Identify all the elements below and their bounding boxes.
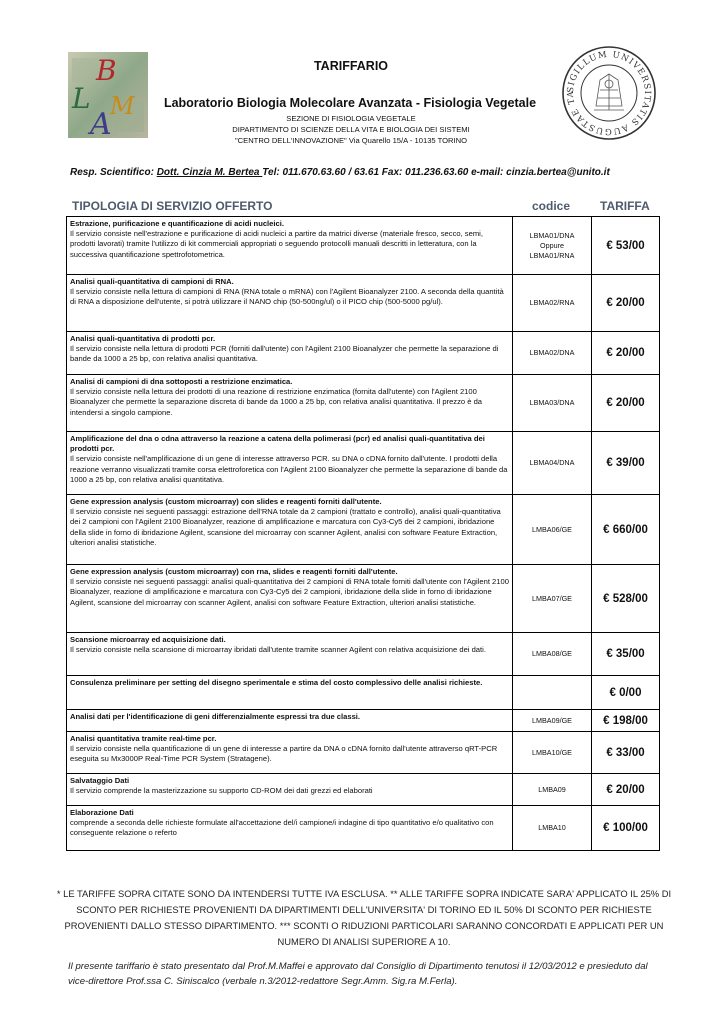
service-code-alt: LBMA01/RNA bbox=[529, 250, 575, 260]
table-row bbox=[67, 432, 660, 495]
service-cell bbox=[67, 732, 513, 773]
price-cell: € 39/00 bbox=[592, 432, 660, 494]
discount-note: * LE TARIFFE SOPRA CITATE SONO DA INTENDERSI TUTTE IVA ESCLUSA. ** ALLE TARIFFE SOPRA INDICATE SARA' APPLICATO IL 25% DI SCONTO PER RICHIESTE PROVENIENTI DA DIPARTIMENTI DELL'UNIVERSITA' DI TORINO ED IL 50% DI SCONTO PER RICHIESTE PROVENIENTI DALLO STESSO DIPARTIMENTO. *** SCONTI O RIDUZIONI PARTICOLARI SARANNO CONCORDATI E APPLICATI PER UN NUMERO DI ANALISI SUPERIORE A 10. bbox=[56, 888, 672, 947]
table-row bbox=[67, 217, 660, 275]
contact-details: Tel: 011.670.63.60 / 63.61 Fax: 011.236.63.60 e-mail: cinzia.bertea@unito.it bbox=[262, 167, 610, 178]
column-price: TARIFFA bbox=[600, 199, 650, 213]
table-row bbox=[67, 774, 660, 806]
price-cell: € 20/00 bbox=[592, 375, 660, 431]
service-code: LMBA09/GE bbox=[513, 710, 592, 731]
service-title: Amplificazione del dna o cdna attraverso la reazione a catena della polimerasi (pcr) ed analisi quali-quantitativa dei prodotti pcr. bbox=[70, 434, 485, 454]
service-cell bbox=[67, 676, 513, 709]
section-line: SEZIONE DI FISIOLOGIA VEGETALE bbox=[286, 114, 416, 123]
service-code: LMBA10 bbox=[513, 806, 592, 850]
code-cell bbox=[513, 217, 592, 274]
service-desc: Il servizio consiste nella scansione di microarray ibridati dall'utente tramite scanner Agilent con relativa acquisizione dei dati. bbox=[70, 645, 486, 655]
service-title: Elaborazione Dati bbox=[70, 808, 134, 817]
price-cell: € 53/00 bbox=[592, 217, 660, 274]
service-cell bbox=[67, 633, 513, 675]
svg-text:SIGILLUM UNIVERSITATIS AUGUSTA: SIGILLUM UNIVERSITATIS AUGUSTAE TA bbox=[565, 49, 653, 137]
service-title: Scansione microarray ed acquisizione dati. bbox=[70, 635, 226, 644]
table-row bbox=[67, 732, 660, 774]
column-code: codice bbox=[532, 199, 571, 213]
price-table bbox=[66, 216, 660, 851]
svg-text:L: L bbox=[72, 82, 91, 115]
service-desc: Il servizio comprende la masterizzazione su supporto CD-ROM dei dati grezzi ed elaborati bbox=[70, 786, 373, 796]
service-code: LMBA07/GE bbox=[513, 565, 592, 632]
service-cell bbox=[67, 275, 513, 331]
service-title: Analisi quantitativa tramite real-time pcr. bbox=[70, 734, 217, 743]
lab-name: Laboratorio Biologia Molecolare Avanzata - Fisiologia Vegetale bbox=[163, 96, 537, 110]
table-row bbox=[67, 495, 660, 565]
service-code: LBMA02/DNA bbox=[513, 332, 592, 374]
price-cell: € 660/00 bbox=[592, 495, 660, 564]
contact-line bbox=[70, 167, 670, 178]
service-desc: Il servizio consiste nell'amplificazione di un gene di interesse attraverso PCR. su DNA o cDNA fornito dall'utente. I prodotti della reazione verranno visualizzati tramite corsa elettroforetica con l'Agilent 2100 Bioanalyzer che permette la separazione di bande da 1000 a 25 bp, con relativa analisi quantitativa. bbox=[70, 454, 508, 484]
service-code: LBMA01/DNA bbox=[529, 230, 575, 240]
price-cell: € 33/00 bbox=[592, 732, 660, 773]
table-row bbox=[67, 806, 660, 851]
price-cell: € 0/00 bbox=[592, 676, 660, 709]
blam-logo bbox=[68, 52, 148, 138]
service-title: Analisi quali-quantitativa di campioni di RNA. bbox=[70, 277, 234, 286]
address-line: "CENTRO DELL'INNOVAZIONE" Via Quarello 15/A - 10135 TORINO bbox=[234, 136, 468, 145]
service-desc: comprende a seconda delle richieste formulate all'accettazione del/i campione/i indagine di tipo quantitativo e/o qualitativo con conseguente relazione o referto bbox=[70, 818, 494, 838]
department-line: DIPARTIMENTO DI SCIENZE DELLA VITA E BIOLOGIA DEI SISTEMI bbox=[232, 125, 470, 134]
service-desc: Il servizio consiste nei seguenti passaggi: estrazione dell'RNA totale da 2 campioni (trattato e controllo), analisi quali-quantitativa dei 2 campioni con l'Agilent 2100 Bioanalyzer, reazione di amplificazione e marcatura con Cy3-Cy5 dei 2 campioni, ibridazione della slide in forno di ibridazione Agilent, scansione del microarray con scanner Agilent, analisi con software Feature Extraction, ulteriori analisi statistiche. bbox=[70, 507, 501, 547]
service-code: LBMA02/RNA bbox=[513, 275, 592, 331]
service-code: LMBA10/GE bbox=[513, 732, 592, 773]
column-service: TIPOLOGIA DI SERVIZIO OFFERTO bbox=[72, 199, 273, 213]
code-cell bbox=[513, 676, 592, 709]
svg-text:B: B bbox=[96, 54, 117, 87]
price-cell: € 35/00 bbox=[592, 633, 660, 675]
service-title: Gene expression analysis (custom microarray) con slides e reagenti forniti dall'utente. bbox=[70, 497, 382, 506]
university-seal bbox=[560, 44, 658, 142]
service-code: LMBA08/GE bbox=[513, 633, 592, 675]
table-row bbox=[67, 710, 660, 732]
service-desc: Il servizio consiste nella lettura dei prodotti di una reazione di restrizione enzimatica (fornita dall'utente) con l'Agilent 2100 Bioanalyzer che permette la separazione discreta di bande da 1000 a 25 bp, con relativa analisi quantitativa. Il prezzo è da intendersi a singolo campione. bbox=[70, 387, 483, 417]
table-row bbox=[67, 565, 660, 633]
service-cell bbox=[67, 806, 513, 850]
service-title: Salvataggio Dati bbox=[70, 776, 130, 785]
price-cell: € 20/00 bbox=[592, 774, 660, 805]
approval-footer: Il presente tariffario è stato presentato dal Prof.M.Maffei e approvato dal Consiglio di Dipartimento tenutosi il 12/03/2012 e presieduto dal vice-direttore Prof.ssa C. Siniscalco (verbale n.3/2012-redattore Segr.Amm. Sig.ra M.Ferla). bbox=[68, 961, 648, 987]
service-title: Gene expression analysis (custom microarray) con rna, slides e reagenti forniti dall'utente. bbox=[70, 567, 398, 576]
service-cell bbox=[67, 495, 513, 564]
service-desc: Il servizio consiste nella lettura di prodotti PCR (forniti dall'utente) con l'Agilent 2100 Bioanalyzer che permette la separazione di bande da 1000 a 25 bp, con relativa analisi quantitativa. bbox=[70, 344, 499, 364]
service-title: Consulenza preliminare per setting del disegno sperimentale e stima del costo complessivo delle analisi richieste. bbox=[70, 678, 483, 687]
service-title: Analisi di campioni di dna sottoposti a restrizione enzimatica. bbox=[70, 377, 293, 386]
service-code: LBMA03/DNA bbox=[513, 375, 592, 431]
table-row bbox=[67, 375, 660, 432]
service-code: LMBA09 bbox=[513, 774, 592, 805]
service-cell bbox=[67, 332, 513, 374]
contact-prefix: Resp. Scientifico: bbox=[70, 167, 157, 178]
service-desc: Il servizio consiste nella lettura di campioni di RNA (RNA totale o mRNA) con l'Agilent Bioanalyzer 2100. A seconda della quantità di RNA a disposizione dell'utente, si potrà utilizzare il NANO chip (50-500ng/ul) o il PICO chip (500-5000 pg/ul). bbox=[70, 287, 504, 307]
price-cell: € 198/00 bbox=[592, 710, 660, 731]
service-cell bbox=[67, 710, 513, 731]
service-code-or: Oppure bbox=[540, 240, 564, 250]
service-cell bbox=[67, 217, 513, 274]
contact-name: Dott. Cinzia M. Bertea bbox=[156, 167, 263, 178]
price-cell: € 100/00 bbox=[592, 806, 660, 850]
page-title: TARIFFARIO bbox=[313, 59, 389, 73]
service-title: Estrazione, purificazione e quantificazione di acidi nucleici. bbox=[70, 219, 284, 228]
service-cell bbox=[67, 774, 513, 805]
service-title: Analisi dati per l'identificazione di geni differenzialmente espressi tra due classi. bbox=[70, 712, 361, 721]
price-cell: € 20/00 bbox=[592, 332, 660, 374]
table-row bbox=[67, 676, 660, 710]
service-desc: Il servizio consiste nell'estrazione e purificazione di acidi nucleici a partire da matrici diverse (materiale fresco, secco, semi, prodotti lavorati) tramite l'utilizzo di kit commerciali appropriati o seguendo protocolli manuali descritti in letteratura, con la successiva quantificazione spettrofotometrica. bbox=[70, 229, 483, 259]
service-desc: Il servizio consiste nei seguenti passaggi: analisi quali-quantitativa dei 2 campioni di RNA totale forniti dall'utente con l'Agilent 2100 Bioanalyzer, reazione di amplificazione e marcatura con Cy3-Cy5 dei 2 campioni, ibridazione della slide in forno di ibridazione Agilent, scansione del microarray con scanner Agilent, analisi con software Feature Extraction, ulteriori analisi statistiche. bbox=[70, 577, 509, 607]
price-cell: € 528/00 bbox=[592, 565, 660, 632]
table-row bbox=[67, 275, 660, 332]
service-cell bbox=[67, 565, 513, 632]
service-desc: Il servizio consiste nella quantificazione di un gene di interesse a partire da DNA o cDNA fornito dall'utente attraverso qRT-PCR eseguita su Mx3000P Real-Time PCR System (Stratagene). bbox=[70, 744, 498, 764]
service-cell bbox=[67, 432, 513, 494]
table-row bbox=[67, 332, 660, 375]
svg-text:A: A bbox=[90, 107, 112, 138]
service-code: LBMA04/DNA bbox=[513, 432, 592, 494]
price-cell: € 20/00 bbox=[592, 275, 660, 331]
service-title: Analisi quali-quantitativa di prodotti pcr. bbox=[70, 334, 216, 343]
svg-text:M: M bbox=[110, 92, 135, 120]
service-cell bbox=[67, 375, 513, 431]
table-row bbox=[67, 633, 660, 676]
service-code: LMBA06/GE bbox=[513, 495, 592, 564]
